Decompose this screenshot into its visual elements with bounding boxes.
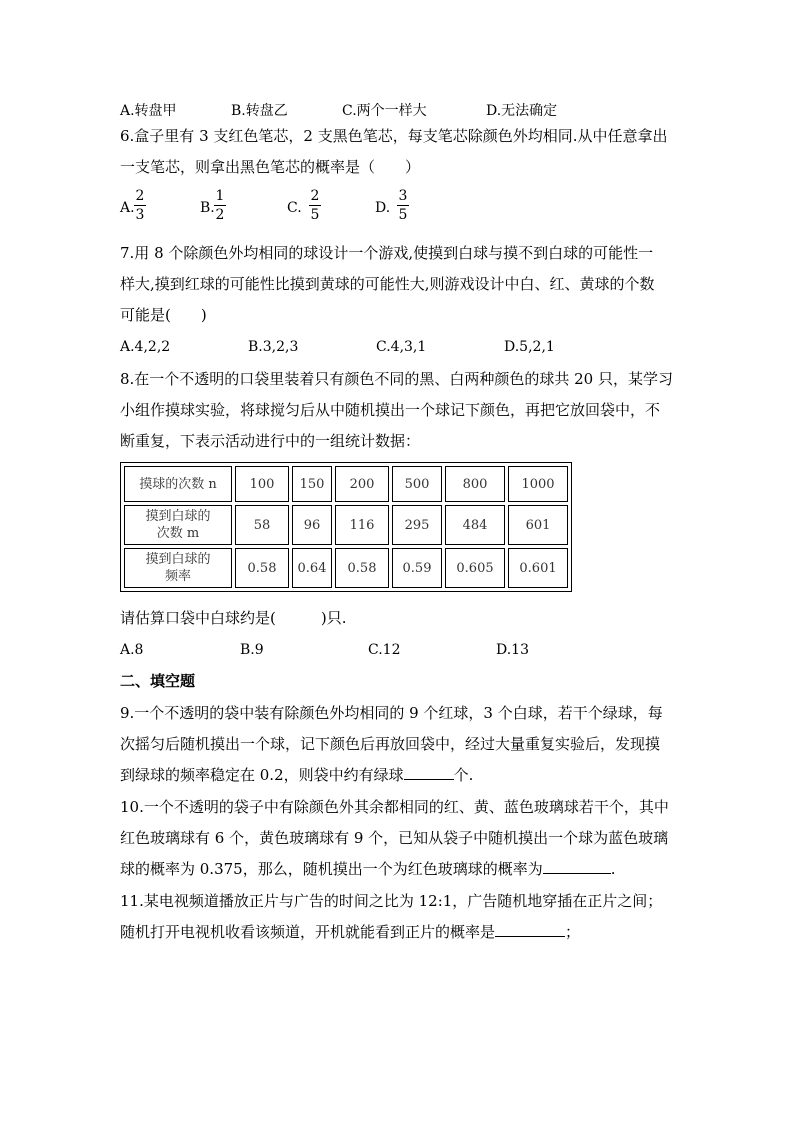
q9-line-2: 次摇匀后随机摸出一个球，记下颜色后再放回袋中，经过大量重复实验后，发现摸 [120, 735, 661, 753]
table-cell: 484 [445, 505, 505, 545]
q10-line-3-text: 球的概率为 0.375，那么，随机摸出一个为红色玻璃球的概率为 [120, 860, 543, 878]
q10-line-3-suffix: . [610, 860, 616, 878]
q8-line-3: 断重复，下表示活动进行中的一组统计数据： [120, 432, 421, 450]
answer-blank[interactable] [495, 922, 565, 937]
q7-line-3: 可能是( ) [120, 306, 207, 324]
table-cell: 0.64 [292, 548, 332, 588]
fraction-numerator: 3 [398, 188, 408, 204]
fraction-numerator: 1 [215, 188, 225, 204]
fraction-numerator: 2 [310, 188, 320, 204]
table-cell: 0.605 [445, 548, 505, 588]
table-row [124, 548, 568, 588]
q7-option-c: C.4,3,1 [376, 339, 427, 355]
fraction-numerator: 2 [135, 188, 145, 204]
table-row-header [124, 548, 232, 588]
row-header-text: 摸球的次数 n [139, 476, 217, 492]
q6-option-d-fraction [397, 188, 409, 223]
q5-option-d: D.无法确定 [486, 103, 558, 119]
q8-question: 请估算口袋中白球约是( )只. [120, 609, 347, 627]
q8-option-d: D.13 [496, 642, 529, 658]
table-cell: 58 [235, 505, 289, 545]
q8-option-b: B.9 [240, 642, 264, 658]
row-header-text: 次数 m [156, 526, 200, 541]
q10-line-1: 10.一个不透明的袋子中有除颜色外其余都相同的红、黄、蓝色玻璃球若干个，其中 [120, 798, 669, 816]
q9-line-3-text: 到绿球的频率稳定在 0.2，则袋中约有绿球 [120, 766, 404, 784]
fraction-bar [214, 205, 226, 206]
q11-line-2 [120, 922, 580, 942]
row-header-text: 摸到白球的 [145, 509, 211, 524]
q6-option-a-fraction [134, 188, 146, 223]
q7-line-2: 样大,摸到红球的可能性比摸到黄球的可能性大,则游戏设计中白、红、黄球的个数 [120, 275, 655, 293]
fraction-bar [309, 205, 321, 206]
table-cell: 1000 [508, 466, 568, 502]
q6-option-b-label: B. [200, 200, 215, 216]
fraction-bar [397, 205, 409, 206]
table-cell: 150 [292, 466, 332, 502]
q7-option-a: A.4,2,2 [120, 339, 171, 355]
q8-line-2: 小组作摸球实验，将球搅匀后从中随机摸出一个球记下颜色，再把它放回袋中，不 [120, 401, 661, 419]
q10-line-2: 红色玻璃球有 6 个，黄色玻璃球有 9 个，已知从袋子中随机摸出一个球为蓝色玻璃 [120, 829, 669, 847]
row-header-text: 摸到白球的 [145, 552, 211, 567]
fraction-bar [134, 205, 146, 206]
q5-option-a: A.转盘甲 [120, 103, 177, 119]
table-row-header [124, 505, 232, 545]
q8-option-a: A.8 [120, 642, 144, 658]
table-row [124, 466, 568, 502]
q11-line-2-text: 随机打开电视机收看该频道，开机就能看到正片的概率是 [120, 923, 496, 941]
fraction-denominator: 3 [135, 207, 145, 223]
table-row-header [124, 466, 232, 502]
answer-blank[interactable] [543, 859, 611, 874]
q6-option-c-label: C. [287, 200, 302, 216]
row-header-text: 频率 [164, 569, 191, 584]
q6-option-d-label: D. [375, 200, 391, 216]
q6-line-2: 一支笔芯，则拿出黑色笔芯的概率是（ ） [120, 158, 421, 176]
q9-line-3 [120, 765, 473, 785]
q7-option-b: B.3,2,3 [248, 339, 299, 355]
table-cell: 0.58 [235, 548, 289, 588]
q10-line-3 [120, 859, 616, 879]
table-cell: 200 [335, 466, 389, 502]
q6-option-b-fraction [214, 188, 226, 223]
fraction-denominator: 2 [215, 207, 225, 223]
q6-option-a-label: A. [120, 200, 135, 216]
table-cell: 116 [335, 505, 389, 545]
fraction-denominator: 5 [310, 207, 320, 223]
q9-line-1: 9.一个不透明的袋中装有除颜色外均相同的 9 个红球，3 个白球，若干个绿球，每 [120, 704, 663, 722]
q8-option-c: C.12 [368, 642, 401, 658]
q11-line-1: 11.某电视频道播放正片与广告的时间之比为 12:1，广告随机地穿插在正片之间； [120, 892, 663, 910]
q5-option-b: B.转盘乙 [231, 103, 288, 119]
table-cell: 800 [445, 466, 505, 502]
q8-line-1: 8.在一个不透明的口袋里装着只有颜色不同的黑、白两种颜色的球共 20 只，某学习 [120, 370, 673, 388]
table-cell: 0.58 [335, 548, 389, 588]
q5-option-c: C.两个一样大 [342, 103, 427, 119]
q11-line-2-suffix: ； [565, 923, 581, 941]
table-cell: 0.601 [508, 548, 568, 588]
q6-option-c-fraction [309, 188, 321, 223]
table-cell: 500 [392, 466, 442, 502]
section-title: 二、填空题 [120, 672, 196, 690]
table-cell: 601 [508, 505, 568, 545]
q7-option-d: D.5,2,1 [504, 339, 555, 355]
table-row [124, 505, 568, 545]
table-cell: 100 [235, 466, 289, 502]
q7-line-1: 7.用 8 个除颜色外均相同的球设计一个游戏,使摸到白球与摸不到白球的可能性一 [120, 244, 654, 262]
statistics-table [120, 462, 572, 592]
table-cell: 295 [392, 505, 442, 545]
q9-line-3-suffix: 个. [453, 766, 474, 784]
table-cell: 96 [292, 505, 332, 545]
answer-blank[interactable] [404, 765, 454, 780]
table-cell: 0.59 [392, 548, 442, 588]
fraction-denominator: 5 [398, 207, 408, 223]
q6-line-1: 6.盒子里有 3 支红色笔芯，2 支黑色笔芯，每支笔芯除颜色外均相同.从中任意拿出 [120, 127, 668, 145]
